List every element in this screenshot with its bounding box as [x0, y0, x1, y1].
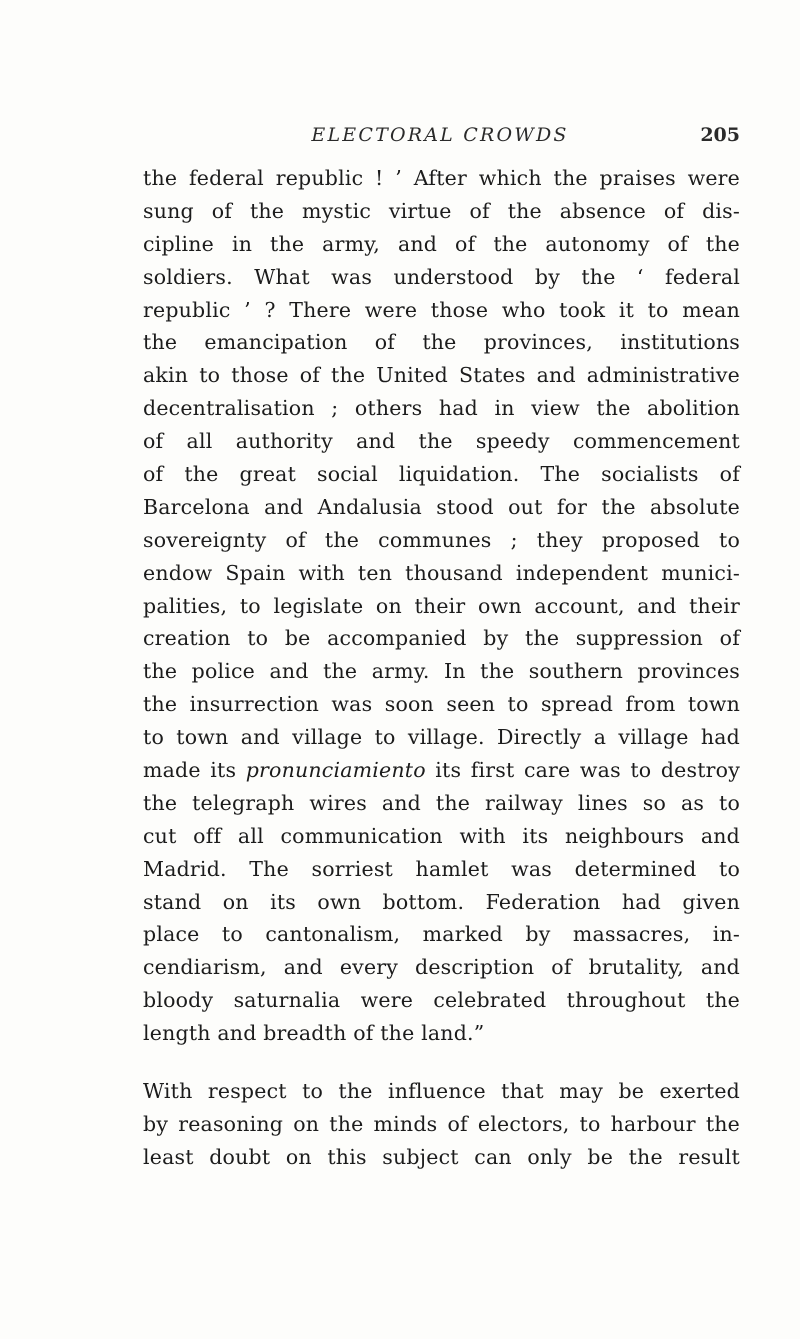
text-line: soldiers. What was understood by the ‘ federal	[143, 264, 740, 289]
text-line: of the great social liquidation. The socialists of	[143, 462, 740, 487]
text-line: akin to those of the United States and administrative	[143, 363, 740, 388]
running-head	[140, 124, 740, 154]
text-line: sovereignty of the communes ; they proposed to	[143, 527, 740, 552]
text-line: endow Spain with ten thousand independent munici-	[143, 560, 740, 585]
text-line: cut off all communication with its neighbours and	[143, 823, 740, 848]
paragraph-spacer	[143, 1050, 740, 1075]
text-line: of all authority and the speedy commencement	[143, 429, 740, 454]
text-line: creation to be accompanied by the suppression of	[143, 626, 740, 651]
text-line: least doubt on this subject can only be the result	[143, 1144, 740, 1169]
text-line: place to cantonalism, marked by massacres, in-	[143, 922, 740, 947]
text-line: cendiarism, and every description of brutality, and	[143, 955, 740, 980]
page-number: 205	[700, 124, 740, 146]
text-line: sung of the mystic virtue of the absence of dis-	[143, 198, 740, 223]
text-line: bloody saturnalia were celebrated throughout the	[143, 988, 740, 1013]
text-line: Barcelona and Andalusia stood out for the absolute	[143, 494, 740, 519]
text-line: by reasoning on the minds of electors, to harbour the	[143, 1111, 740, 1136]
text-line: decentralisation ; others had in view the abolition	[143, 396, 740, 421]
text-line: the federal republic ! ’ After which the praises were	[143, 166, 740, 190]
text-line: length and breadth of the land.”	[143, 1021, 485, 1046]
text-line: the police and the army. In the southern provinces	[143, 659, 740, 684]
text-line: Madrid. The sorriest hamlet was determined to	[143, 856, 740, 881]
text-segment: made its	[143, 758, 246, 783]
paragraph-2	[143, 1075, 740, 1174]
text-line: palities, to legislate on their own account, and their	[143, 593, 740, 618]
text-line-with-italic	[143, 754, 740, 787]
text-segment: its first care was to destroy	[425, 758, 740, 783]
text-line: the insurrection was soon seen to spread from town	[143, 692, 740, 717]
italic-term: pronunciamiento	[245, 758, 426, 783]
text-line: With respect to the influence that may be exerted	[143, 1079, 740, 1104]
text-line: cipline in the army, and of the autonomy of the	[143, 231, 740, 256]
text-line: the emancipation of the provinces, institutions	[143, 330, 740, 355]
text-line: the telegraph wires and the railway lines so as to	[143, 790, 740, 815]
text-line: stand on its own bottom. Federation had given	[143, 889, 740, 914]
running-title: ELECTORAL CROWDS	[311, 124, 569, 146]
text-line: republic ’ ? There were those who took it to mean	[143, 297, 740, 322]
text-line: to town and village to village. Directly a village had	[143, 725, 740, 750]
paragraph-1	[143, 162, 740, 1050]
body-text	[143, 162, 740, 1174]
